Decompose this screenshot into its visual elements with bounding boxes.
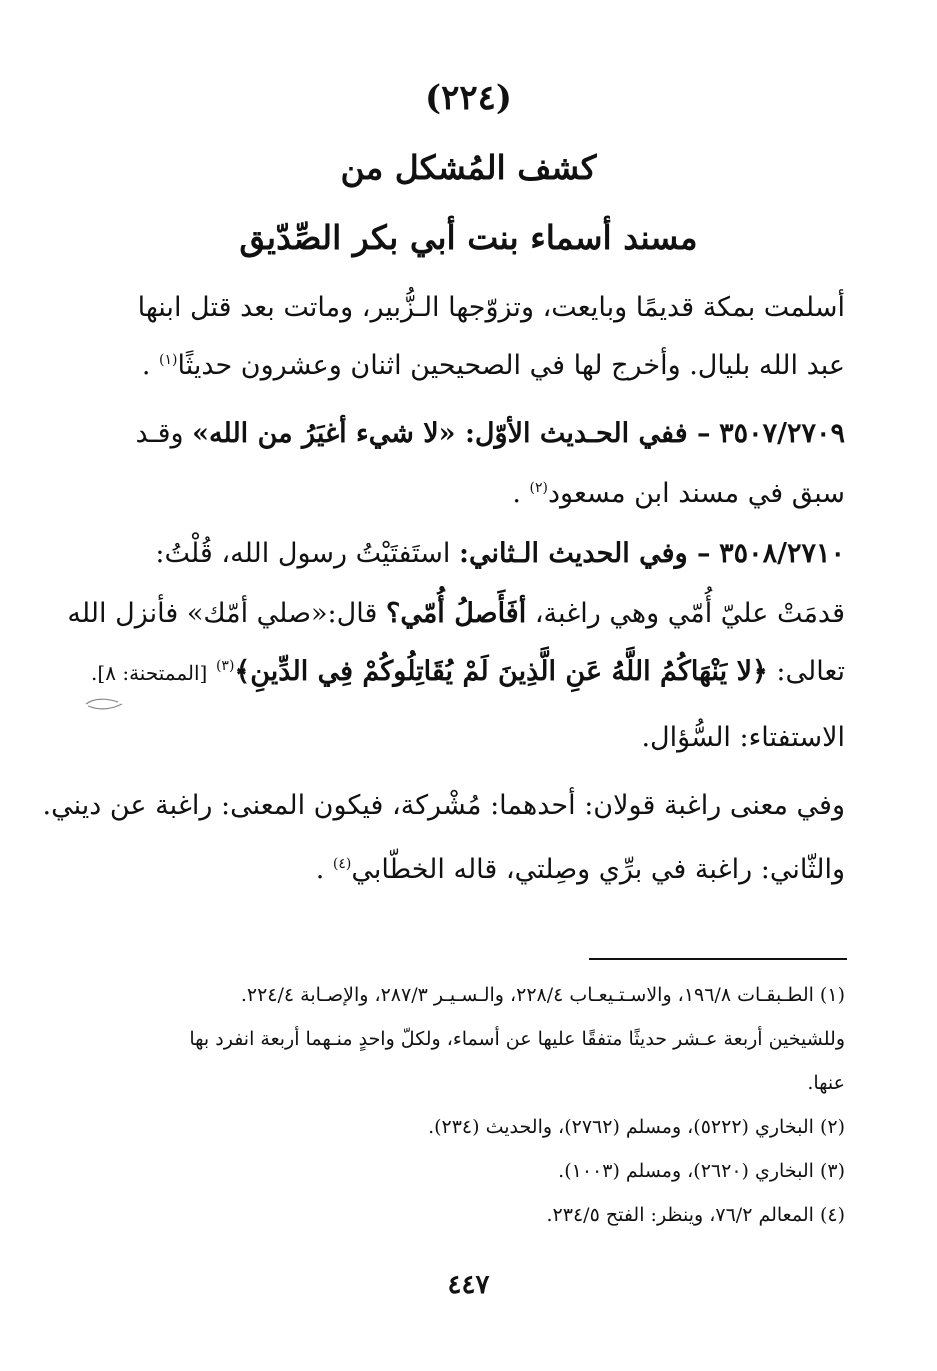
- hadith-1-heading: – ففي الحـديث الأوّل: «لا شيء أغيَرُ من الله»: [192, 418, 711, 449]
- hadith-2-rest: استَفتَيْتُ رسول الله، قُلْتُ:: [155, 538, 451, 569]
- intro-line-1: أسلمت بمكة قديمًا وبايعت، وتزوّجها الـزُّبير، وماتت بعد قتل ابنها: [137, 292, 845, 323]
- footnote-1-line-2: وللشيخين أربعة عـشر حديثًا متفقًا عليها عن أسماء، ولكلّ واحدٍ منـهما أربعة انفرد بها: [189, 1028, 845, 1050]
- second-opinion-line: والثّاني: راغبة في برِّي وصِلتي، قاله الخطّابي$^{(٤)}$ .: [315, 854, 845, 885]
- footnote-divider: [589, 958, 847, 960]
- footnote-4: (٤) المعالم ٧٦/٢، وينظر: الفتح ٢٣٤/٥.: [546, 1204, 845, 1226]
- hadith-1-line-2: سبق في مسند ابن مسعود$^{(٢)}$ .: [512, 478, 845, 509]
- hadith-1-text: سبق في مسند ابن مسعود: [547, 478, 845, 509]
- hadith-2-text-a: قدمَتْ عليّ أُمّي وهي راغبة،: [534, 598, 845, 629]
- footnote-1-line-1: (١) الطـبقـات ١٩٦/٨، والاسـتـيعـاب ٢٢٨/٤، والـسـيـر ٢٨٧/٣، والإصـابة ٢٢٤/٤.: [240, 984, 845, 1006]
- definition-line: الاستفتاء: السُّؤال.: [641, 722, 845, 753]
- footnote-ref-1: (١): [159, 352, 178, 368]
- hadith-1-line-1: [85, 418, 845, 449]
- hadith-2-text-e: تعالى:: [776, 656, 845, 687]
- quran-verse: ﴿لا يَنْهَاكُمُ اللَّهُ عَنِ الَّذِينَ لَمْ يُقَاتِلُوكُمْ فِي الدِّينِ﴾: [234, 656, 768, 687]
- hadith-2-text-b: أفَأَصلُ أُمّي؟: [386, 598, 527, 629]
- footnote-ref-3: (٣): [215, 658, 235, 674]
- footnote-1-line-3: عنها.: [807, 1072, 845, 1094]
- chapter-subtitle: مسند أسماء بنت أبي بكر الصِّدّيق: [239, 218, 698, 257]
- hadith-2-line-3: [85, 656, 845, 687]
- second-opinion-text: والثّاني: راغبة في برِّي وصِلتي، قاله الخطّابي: [351, 854, 845, 885]
- hadith-2-line-2: [67, 598, 845, 629]
- hadith-1-rest: وقـد: [135, 418, 184, 449]
- quran-reference: [الممتحنة: ٨].: [91, 661, 208, 685]
- footnote-2: (٢) البخاري (٥٢٢٢)، ومسلم (٢٧٦٢)، والحديث (٢٣٤).: [428, 1116, 845, 1138]
- footnote-3: (٣) البخاري (٢٦٢٠)، ومسلم (١٠٠٣).: [558, 1160, 845, 1182]
- meaning-line: وفي معنى راغبة قولان: أحدهما: مُشْركة، فيكون المعنى: راغبة عن ديني.: [42, 790, 845, 821]
- hadith-2-heading: – وفي الحديث الـثاني:: [459, 538, 711, 569]
- intro-line-2: عبد الله بليال. وأخرج لها في الصحيحين اثنان وعشرون حديثًا$^{(١)}$ .: [141, 350, 845, 381]
- hadith-2-number: ٣٥٠٨/٢٧١٠: [719, 538, 845, 569]
- footnote-ref-2: (٢): [529, 480, 548, 496]
- hadith-2-text-c: قال:«صلي أمّك»: [186, 598, 378, 629]
- hadith-2-line-1: [85, 538, 845, 569]
- page-number: ٤٤٧: [447, 1270, 490, 1300]
- pencil-mark-icon: [84, 692, 126, 714]
- hadith-2-text-d: فأنزل الله: [67, 598, 179, 629]
- chapter-title: كشف المُشكل من: [340, 148, 597, 187]
- entry-number: (٢٢٤): [425, 78, 512, 118]
- footnote-ref-4: (٤): [332, 856, 352, 872]
- intro-text: عبد الله بليال. وأخرج لها في الصحيحين اثنان وعشرون حديثًا: [177, 350, 845, 381]
- hadith-1-number: ٣٥٠٧/٢٧٠٩: [719, 418, 845, 449]
